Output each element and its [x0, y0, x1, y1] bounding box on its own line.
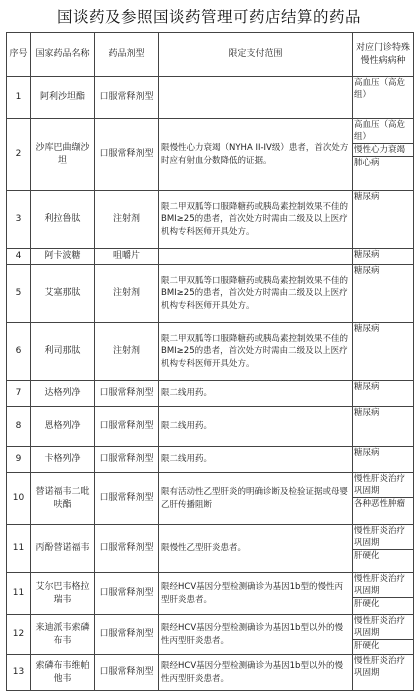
- header-scope: 限定支付范围: [159, 33, 353, 77]
- row-number: 11: [7, 573, 31, 615]
- disease-cell: [353, 407, 414, 447]
- payment-scope: 限有活动性乙型肝炎的明确诊断及检验证据或母婴乙肝传播阻断: [159, 473, 353, 525]
- payment-scope: 限慢性乙型肝炎患者。: [159, 525, 353, 573]
- disease-item: 慢性肝炎治疗巩固期: [354, 526, 406, 548]
- table-row: [7, 407, 414, 447]
- dosage-form: 注射剂: [95, 191, 159, 249]
- payment-scope: 限二线用药。: [159, 447, 353, 473]
- disease-item: 高血压（高危组）: [354, 120, 406, 142]
- table-row: [7, 655, 414, 691]
- table-row: [7, 573, 414, 615]
- table-row: [7, 473, 414, 525]
- table-row: [7, 447, 414, 473]
- table-row: [7, 525, 414, 573]
- dosage-form: 口服常释剂型: [95, 525, 159, 573]
- disease-item: 慢性心力衰竭: [353, 143, 413, 156]
- disease-item: 糖尿病: [354, 324, 380, 334]
- table-row: [7, 265, 414, 323]
- dosage-form: 注射剂: [95, 265, 159, 323]
- table-row: [7, 77, 414, 119]
- table-row: [7, 119, 414, 191]
- disease-item: 肝硬化: [353, 549, 413, 562]
- drug-name: 恩格列净: [31, 407, 95, 447]
- disease-item: 糖尿病: [354, 382, 380, 392]
- payment-scope: 限慢性心力衰竭（NYHA II-IV级）患者，首次处方时应有射血分数降低的证据。: [159, 119, 353, 191]
- dosage-form: 口服常释剂型: [95, 615, 159, 655]
- row-number: 3: [7, 191, 31, 249]
- row-number: 5: [7, 265, 31, 323]
- drug-name: 替诺福韦二吡呋酯: [31, 473, 95, 525]
- drug-table: [6, 32, 414, 691]
- payment-scope: 限二线用药。: [159, 381, 353, 407]
- dosage-form: 注射剂: [95, 323, 159, 381]
- disease-item: 糖尿病: [354, 408, 380, 418]
- table-row: [7, 191, 414, 249]
- drug-name: 阿卡波糖: [31, 249, 95, 265]
- drug-name: 艾塞那肽: [31, 265, 95, 323]
- disease-cell: [353, 265, 414, 323]
- disease-cell: [353, 655, 414, 691]
- row-number: 11: [7, 525, 31, 573]
- dosage-form: 口服常释剂型: [95, 77, 159, 119]
- drug-name: 索磷布韦维帕他韦: [31, 655, 95, 691]
- drug-name: 卡格列净: [31, 447, 95, 473]
- row-number: 7: [7, 381, 31, 407]
- row-number: 9: [7, 447, 31, 473]
- drug-name: 利拉鲁肽: [31, 191, 95, 249]
- payment-scope: 限经HCV基因分型检测确诊为基因1b型的慢性丙型肝炎患者。: [159, 573, 353, 615]
- disease-item: 糖尿病: [354, 266, 380, 276]
- dosage-form: 口服常释剂型: [95, 119, 159, 191]
- disease-cell: [353, 191, 414, 249]
- drug-name: 艾尔巴韦格拉瑞韦: [31, 573, 95, 615]
- dosage-form: 口服常释剂型: [95, 473, 159, 525]
- payment-scope: 限经HCV基因分型检测确诊为基因1b型以外的慢性丙型肝炎患者。: [159, 655, 353, 691]
- disease-cell: [353, 323, 414, 381]
- header-form: 药品剂型: [95, 33, 159, 77]
- disease-cell: [353, 573, 414, 615]
- payment-scope: 限二甲双胍等口服降糖药或胰岛素控制效果不佳的BMI≥25的患者，首次处方时需由二级及以上医疗机构专科医师开具处方。: [159, 323, 353, 381]
- disease-cell: [353, 615, 414, 655]
- drug-name: 沙库巴曲缬沙坦: [31, 119, 95, 191]
- table-header-row: [7, 33, 414, 77]
- drug-name: 来迪派韦索磷布韦: [31, 615, 95, 655]
- dosage-form: 口服常释剂型: [95, 573, 159, 615]
- disease-cell: [353, 119, 414, 191]
- dosage-form: 口服常释剂型: [95, 381, 159, 407]
- table-row: [7, 615, 414, 655]
- row-number: 2: [7, 119, 31, 191]
- payment-scope: 限二线用药。: [159, 407, 353, 447]
- table-row: [7, 381, 414, 407]
- disease-cell: [353, 381, 414, 407]
- drug-name: 达格列净: [31, 381, 95, 407]
- page-title: 国谈药及参照国谈药管理可药店结算的药品: [56, 8, 361, 26]
- disease-cell: [353, 77, 414, 119]
- disease-item: 慢性肝炎治疗巩固期: [354, 474, 406, 496]
- disease-item: 各种恶性肿瘤: [353, 497, 413, 510]
- table-body: [7, 77, 414, 691]
- dosage-form: 口服常释剂型: [95, 447, 159, 473]
- disease-item: 高血压（高危组）: [354, 78, 406, 100]
- disease-cell: [353, 473, 414, 525]
- dosage-form: 口服常释剂型: [95, 655, 159, 691]
- disease-cell: [353, 447, 414, 473]
- drug-name: 丙酚替诺福韦: [31, 525, 95, 573]
- payment-scope: 限经HCV基因分型检测确诊为基因1b型以外的慢性丙型肝炎患者。: [159, 615, 353, 655]
- drug-name: 利司那肽: [31, 323, 95, 381]
- table-row: [7, 249, 414, 265]
- row-number: 6: [7, 323, 31, 381]
- disease-cell: [353, 249, 414, 265]
- row-number: 12: [7, 615, 31, 655]
- disease-item: 肝硬化: [353, 597, 413, 610]
- payment-scope: 限二甲双胍等口服降糖药或胰岛素控制效果不佳的BMI≥25的患者，首次处方时需由二级及以上医疗机构专科医师开具处方。: [159, 265, 353, 323]
- disease-item: 肺心病: [353, 156, 413, 169]
- disease-item: 糖尿病: [354, 250, 380, 260]
- header-disease: 对应门诊特殊慢性病病种: [353, 33, 414, 77]
- disease-item: 肝硬化: [353, 639, 413, 652]
- disease-item: 糖尿病: [354, 448, 380, 458]
- disease-cell: [353, 525, 414, 573]
- row-number: 13: [7, 655, 31, 691]
- drug-name: 阿利沙坦酯: [31, 77, 95, 119]
- row-number: 8: [7, 407, 31, 447]
- disease-item: 慢性肝炎治疗巩固期: [354, 616, 406, 638]
- row-number: 1: [7, 77, 31, 119]
- payment-scope: [159, 249, 353, 265]
- disease-item: 慢性肝炎治疗巩固期: [354, 656, 406, 678]
- header-name: 国家药品名称: [31, 33, 95, 77]
- header-no: 序号: [7, 33, 31, 77]
- row-number: 4: [7, 249, 31, 265]
- row-number: 10: [7, 473, 31, 525]
- disease-item: 糖尿病: [354, 192, 380, 202]
- payment-scope: [159, 77, 353, 119]
- disease-item: 慢性肝炎治疗巩固期: [354, 574, 406, 596]
- dosage-form: 口服常释剂型: [95, 407, 159, 447]
- payment-scope: 限二甲双胍等口服降糖药或胰岛素控制效果不佳的BMI≥25的患者，首次处方时需由二级及以上医疗机构专科医师开具处方。: [159, 191, 353, 249]
- table-row: [7, 323, 414, 381]
- dosage-form: 咀嚼片: [95, 249, 159, 265]
